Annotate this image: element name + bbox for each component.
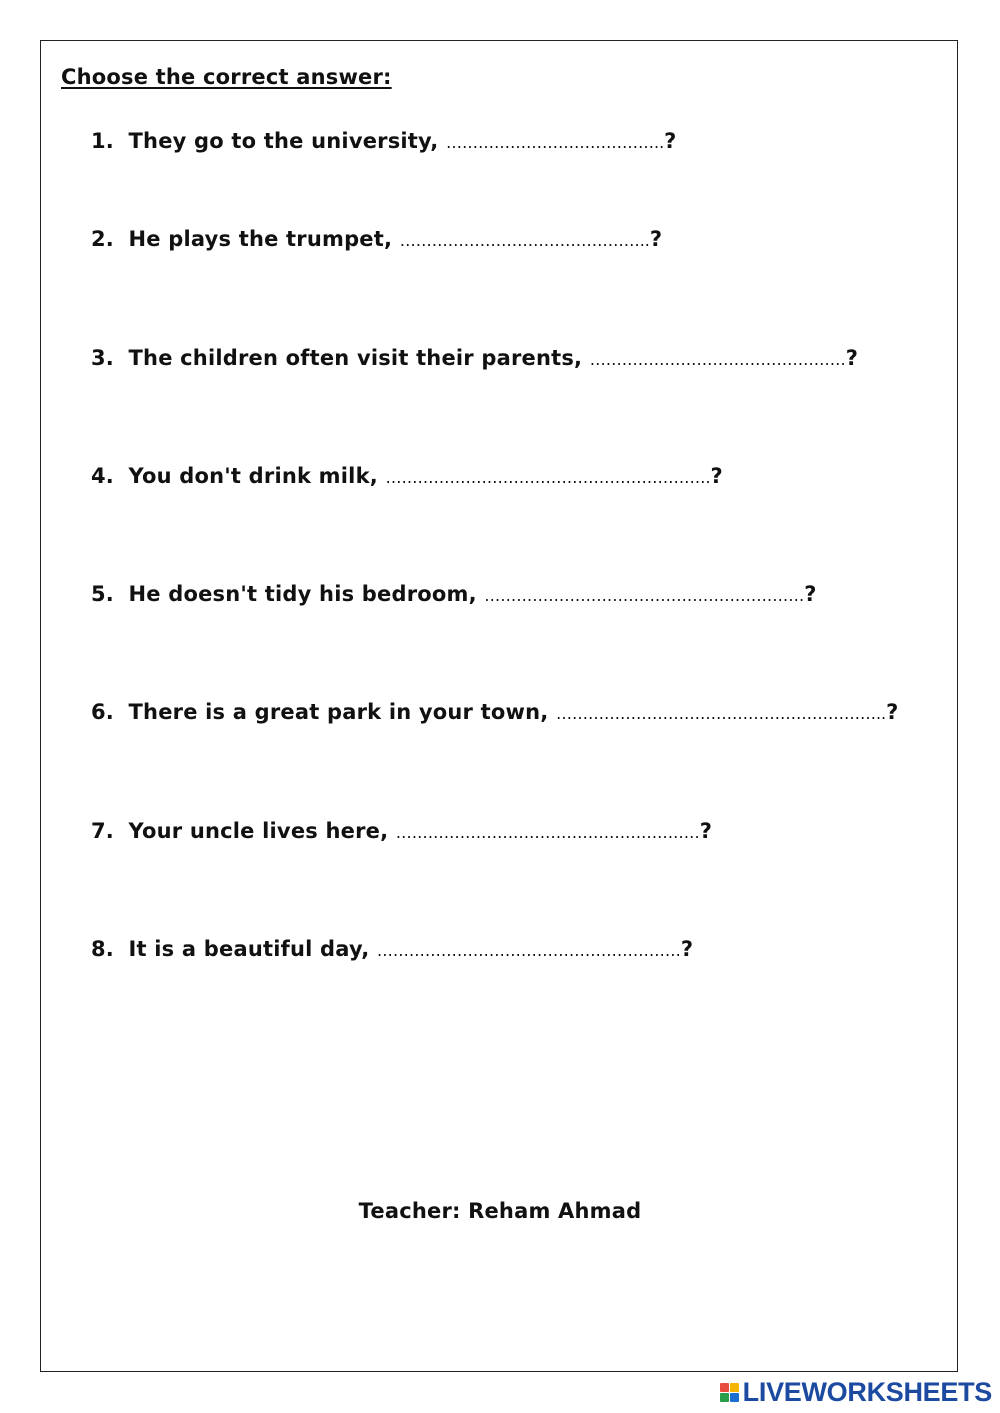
question-text: He doesn't tidy his bedroom,	[128, 582, 477, 606]
question-text: It is a beautiful day,	[128, 937, 370, 961]
question-number: 7.	[91, 819, 114, 843]
question-number: 3.	[91, 346, 114, 370]
liveworksheets-wordmark: LIVEWORKSHEETS	[742, 1376, 992, 1407]
answer-blank[interactable]: …………………………………..	[446, 133, 665, 152]
question-8	[91, 937, 693, 961]
question-mark: ?	[804, 582, 817, 606]
question-2	[91, 227, 662, 251]
question-mark: ?	[845, 346, 859, 370]
logo-tile-yellow	[730, 1383, 739, 1392]
teacher-credit: Teacher: Reham Ahmad	[358, 1199, 642, 1223]
answer-blank[interactable]: …………………………………………………….	[385, 468, 711, 487]
question-text: They go to the university,	[128, 129, 439, 153]
question-number: 6.	[91, 700, 114, 724]
answer-blank[interactable]: …………………………………………	[589, 350, 846, 369]
question-mark: ?	[699, 819, 713, 843]
question-text: You don't drink milk,	[128, 464, 378, 488]
question-6	[91, 700, 899, 724]
question-4	[91, 464, 723, 488]
answer-blank[interactable]: …………………………………………………	[376, 941, 681, 960]
question-1	[91, 129, 677, 153]
question-mark: ?	[710, 464, 723, 488]
question-text: Your uncle lives here,	[128, 819, 389, 843]
question-3	[91, 346, 858, 370]
question-text: The children often visit their parents,	[128, 346, 583, 370]
question-number: 4.	[91, 464, 114, 488]
question-number: 8.	[91, 937, 114, 961]
liveworksheets-logo-icon	[720, 1383, 739, 1402]
question-text: There is a great park in your town,	[128, 700, 549, 724]
question-7	[91, 819, 712, 843]
question-5	[91, 582, 817, 606]
worksheet-heading: Choose the correct answer:	[61, 65, 392, 89]
logo-tile-red	[720, 1383, 729, 1392]
question-number: 1.	[91, 129, 114, 153]
answer-blank[interactable]: ………………………………………..	[399, 231, 650, 250]
answer-blank[interactable]: …………………………………………………	[395, 823, 700, 842]
answer-blank[interactable]: ……………………………………………………..	[555, 704, 887, 723]
question-number: 5.	[91, 582, 114, 606]
answer-blank[interactable]: ……………………………………………………	[484, 586, 805, 605]
logo-tile-blue	[730, 1393, 739, 1402]
worksheet-page	[40, 40, 958, 1372]
question-text: He plays the trumpet,	[128, 227, 393, 251]
question-mark: ?	[886, 700, 899, 724]
question-mark: ?	[680, 937, 694, 961]
question-mark: ?	[664, 129, 677, 153]
question-mark: ?	[649, 227, 663, 251]
liveworksheets-brand	[720, 1377, 992, 1407]
question-number: 2.	[91, 227, 114, 251]
logo-tile-green	[720, 1393, 729, 1402]
